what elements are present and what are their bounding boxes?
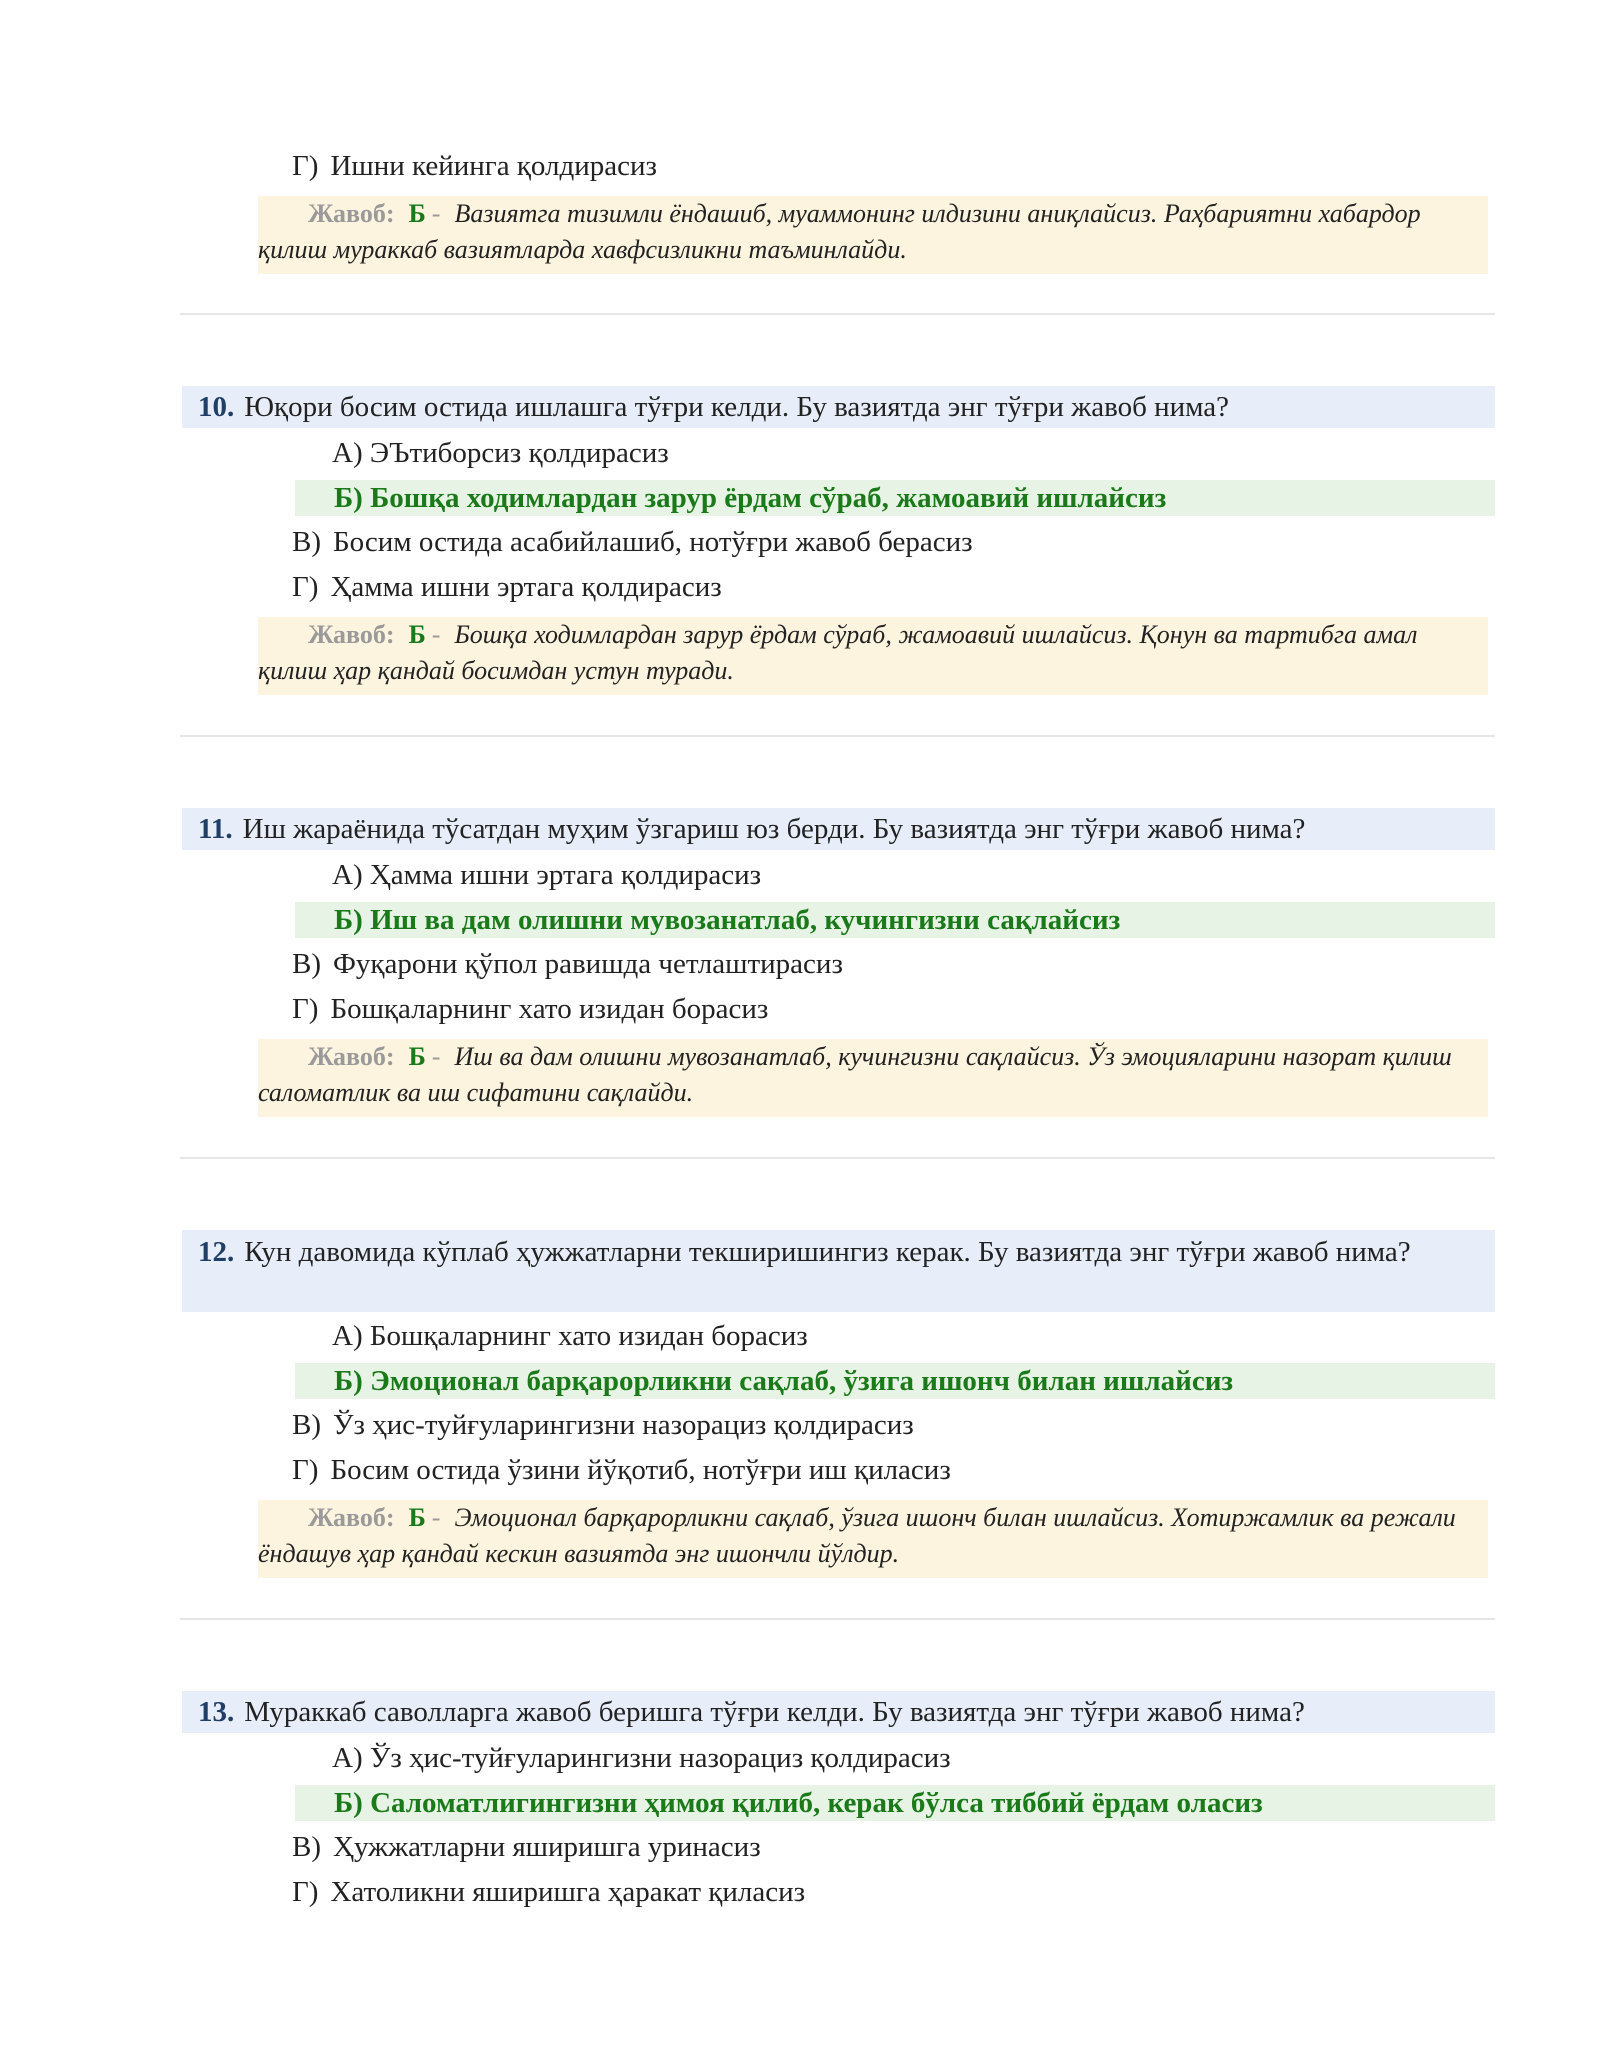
question-number: 11.: [198, 813, 233, 845]
option-v: [292, 1827, 761, 1867]
question-text: Юқори босим остида ишлашга тўғри келди. Бу вазиятда энг тўғри жавоб нима?: [244, 391, 1230, 423]
option-a: А) Ҳамма ишни эртага қолдирасиз: [332, 859, 762, 891]
answer-text: Эмоционал барқарорликни сақлаб, ўзига ишонч билан ишлайсиз. Хотиржамлик ва режали ёндашув ҳар қандай кескин вазиятда энг ишончли йўлдир.: [258, 1503, 1456, 1568]
question-text: Мураккаб саволларга жавоб беришга тўғри келди. Бу вазиятда энг тўғри жавоб нима?: [244, 1696, 1305, 1728]
option-text: Ҳамма ишни эртага қолдирасиз: [330, 571, 722, 603]
question-text: Иш жараёнида тўсатдан муҳим ўзгариш юз берди. Бу вазиятда энг тўғри жавоб нима?: [242, 813, 1306, 845]
separator: [180, 1157, 1495, 1159]
option-b-correct: Б) Иш ва дам олишни мувозанатлаб, кучингизни сақлайсиз: [334, 904, 1121, 936]
option-a: А) Бошқаларнинг хато изидан борасиз: [332, 1320, 808, 1352]
option-text: Босим остида ўзини йўқотиб, нотўғри иш қиласиз: [330, 1454, 951, 1486]
option-letter: Г): [292, 150, 319, 182]
answer-letter: Б: [408, 1042, 426, 1071]
option-g: [292, 567, 722, 607]
option-b-correct: Б) Эмоционал барқарорликни сақлаб, ўзига ишонч билан ишлайсиз: [334, 1365, 1234, 1397]
option-g: [292, 1872, 805, 1912]
option-text: Бошқаларнинг хато изидан борасиз: [330, 993, 769, 1025]
answer-text: Иш ва дам олишни мувозанатлаб, кучингизни сақлайсиз. Ўз эмоцияларини назорат қилиш саломатлик ва иш сифатини сақлайди.: [258, 1042, 1452, 1107]
question-number: 10.: [198, 391, 235, 423]
option-text: Ҳужжатларни яширишга уринасиз: [333, 1831, 761, 1863]
separator: [180, 735, 1495, 737]
answer-letter: Б: [408, 199, 426, 228]
answer-letter: Б: [408, 1503, 426, 1532]
answer-label: Жавоб:: [308, 1042, 395, 1071]
option-text: Ўз ҳис-туйғуларингизни назорациз қолдирасиз: [333, 1409, 914, 1441]
option-letter: Г): [292, 993, 319, 1025]
question-10: [184, 387, 1484, 427]
option-text: Босим остида асабийлашиб, нотўғри жавоб берасиз: [333, 526, 973, 558]
option-letter: Г): [292, 1876, 319, 1908]
answer-dash: -: [431, 1042, 441, 1071]
question-12: [184, 1232, 1484, 1272]
question-number: 13.: [198, 1696, 235, 1728]
answer-label: Жавоб:: [308, 620, 395, 649]
option-letter: В): [292, 526, 321, 558]
option-letter: В): [292, 1409, 321, 1441]
answer-explanation: [258, 1039, 1478, 1111]
question-text: Кун давомида кўплаб ҳужжатларни текширишингиз керак. Бу вазиятда энг тўғри жавоб нима?: [244, 1236, 1411, 1268]
answer-dash: -: [431, 199, 441, 228]
prev-option-g: [292, 146, 657, 186]
option-letter: Г): [292, 1454, 319, 1486]
option-v: [292, 522, 973, 562]
separator: [180, 1618, 1495, 1620]
option-letter: В): [292, 948, 321, 980]
answer-explanation: [258, 617, 1478, 689]
option-letter: Г): [292, 571, 319, 603]
separator: [180, 313, 1495, 315]
option-a: А) Ўз ҳис-туйғуларингизни назорациз қолдирасиз: [332, 1742, 951, 1774]
question-11: [184, 809, 1484, 849]
answer-label: Жавоб:: [308, 199, 395, 228]
option-letter: В): [292, 1831, 321, 1863]
option-a: А) ЭЪтиборсиз қолдирасиз: [332, 437, 669, 469]
option-v: [292, 1405, 914, 1445]
option-text: Фуқарони қўпол равишда четлаштирасиз: [333, 948, 843, 980]
answer-explanation: [258, 1500, 1478, 1572]
option-b-correct: Б) Бошқа ходимлардан зарур ёрдам сўраб, жамоавий ишлайсиз: [334, 482, 1167, 514]
answer-text: Бошқа ходимлардан зарур ёрдам сўраб, жамоавий ишлайсиз. Қонун ва тартибга амал қилиш ҳар қандай босимдан устун туради.: [258, 620, 1418, 685]
answer-letter: Б: [408, 620, 426, 649]
answer-dash: -: [431, 1503, 441, 1532]
prev-answer-explanation: [258, 196, 1478, 268]
answer-label: Жавоб:: [308, 1503, 395, 1532]
question-13: [184, 1692, 1484, 1732]
option-b-correct: Б) Саломатлигингизни ҳимоя қилиб, керак бўлса тиббий ёрдам оласиз: [334, 1787, 1263, 1819]
option-g: [292, 1450, 951, 1490]
option-v: [292, 944, 843, 984]
answer-dash: -: [431, 620, 441, 649]
option-text: Ишни кейинга қолдирасиз: [330, 150, 657, 182]
option-text: Хатоликни яширишга ҳаракат қиласиз: [330, 1876, 806, 1908]
question-number: 12.: [198, 1236, 235, 1268]
option-g: [292, 989, 768, 1029]
answer-text: Вазиятга тизимли ёндашиб, муаммонинг илдизини аниқлайсиз. Раҳбариятни хабардор қилиш мураккаб вазиятларда хавфсизликни таъминлайди.: [258, 199, 1421, 264]
